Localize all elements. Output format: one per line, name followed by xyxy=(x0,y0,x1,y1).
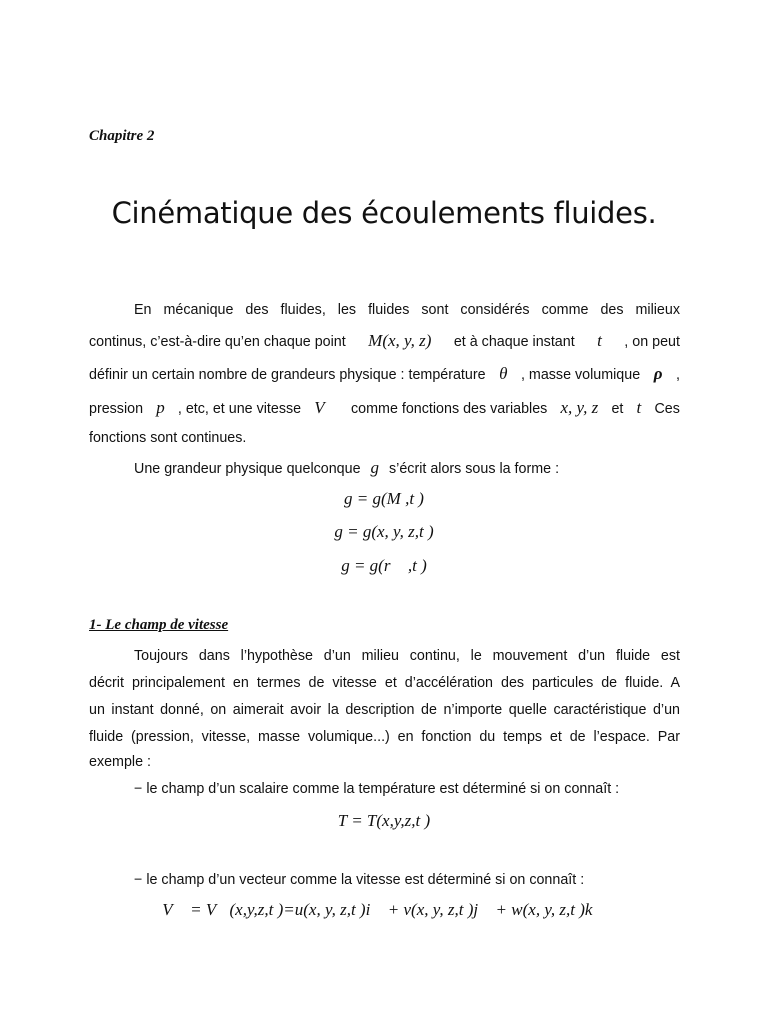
intro-text-3a: définir un certain nombre de grandeurs physique : température xyxy=(89,367,486,383)
equation-scalar-field: T = T(x,y,z,t ) xyxy=(337,811,431,830)
intro-line-2 xyxy=(89,331,680,351)
intro-line-1 xyxy=(89,302,680,318)
intro-text-4e: Ces xyxy=(654,401,680,417)
intro-text-3c: , xyxy=(675,367,680,383)
math-theta: θ xyxy=(499,364,508,383)
vector-field-text: − le champ d’un vecteur comme la vitesse est déterminé si on connaît : xyxy=(134,872,585,888)
equation-vector-field: V⃗ = V⃗(x,y,z,t )=u(x, y, z,t )i⃗ + v(x, y, z,t )j⃗ + w(x, y, z,t )k⃗ xyxy=(162,900,606,919)
math-xyz: x, y, z xyxy=(560,398,599,417)
intro-text-2a: continus, c’est-à-dire qu’en chaque point xyxy=(89,334,346,350)
intro-text-4c: comme fonctions des variables xyxy=(351,401,548,417)
intro-text-4b: , etc, et une vitesse xyxy=(177,401,302,417)
intro-text-6b: s’écrit alors sous la forme : xyxy=(389,461,560,477)
section1-line-4 xyxy=(89,729,680,745)
intro-text-4a: pression xyxy=(89,401,144,417)
math-point-m: M(x, y, z) xyxy=(368,331,432,350)
section1-line-1 xyxy=(89,648,680,664)
chapter-label: Chapitre 2 xyxy=(89,128,155,144)
section1-text-1: Toujours dans l’hypothèse d’un milieu continu, le mouvement d’un fluide est xyxy=(134,648,680,664)
intro-line-6 xyxy=(134,458,634,478)
section1-line-5: exemple : xyxy=(89,754,151,770)
math-t-2: t xyxy=(636,398,642,417)
intro-text-2c: , on peut xyxy=(624,334,680,350)
math-g: g xyxy=(370,458,380,477)
equation-g-r-t: g = g(r⃗ ,t ) xyxy=(341,556,427,575)
section-heading-velocity-field: 1- Le champ de vitesse xyxy=(89,617,229,633)
intro-text-1: En mécanique des fluides, les fluides sont considérés comme des milieux xyxy=(134,302,680,318)
page-title: Cinématique des écoulements fluides. xyxy=(111,196,657,230)
intro-text-2b: et à chaque instant xyxy=(453,334,575,350)
math-v-vector: V⃗ xyxy=(314,398,338,417)
intro-text-3b: , masse volumique xyxy=(520,367,641,383)
intro-line-4 xyxy=(89,398,680,418)
section1-text-4: fluide (pression, vitesse, masse volumique...) en fonction du temps et de l’espace. Par xyxy=(89,729,680,745)
intro-text-6a: Une grandeur physique quelconque xyxy=(134,461,361,477)
intro-text-4d: et xyxy=(611,401,624,417)
math-rho: ρ xyxy=(653,364,663,383)
intro-line-3 xyxy=(89,364,680,384)
intro-line-5: fonctions sont continues. xyxy=(89,430,247,446)
math-t: t xyxy=(597,331,602,350)
section1-line-3 xyxy=(89,702,680,718)
section1-text-2: décrit principalement en termes de vitesse et d’accélération des particules de fluide. A xyxy=(89,675,680,691)
equation-g-xyzt: g = g(x, y, z,t ) xyxy=(334,522,434,541)
section1-text-3: un instant donné, on aimerait avoir la description de n’importe quelle caractéristique d’un xyxy=(89,702,680,718)
math-p: p xyxy=(156,398,165,417)
equation-g-m-t: g = g(M ,t ) xyxy=(344,489,424,508)
scalar-field-text: − le champ d’un scalaire comme la température est déterminé si on connaît : xyxy=(134,781,620,797)
section1-line-2 xyxy=(89,675,680,691)
